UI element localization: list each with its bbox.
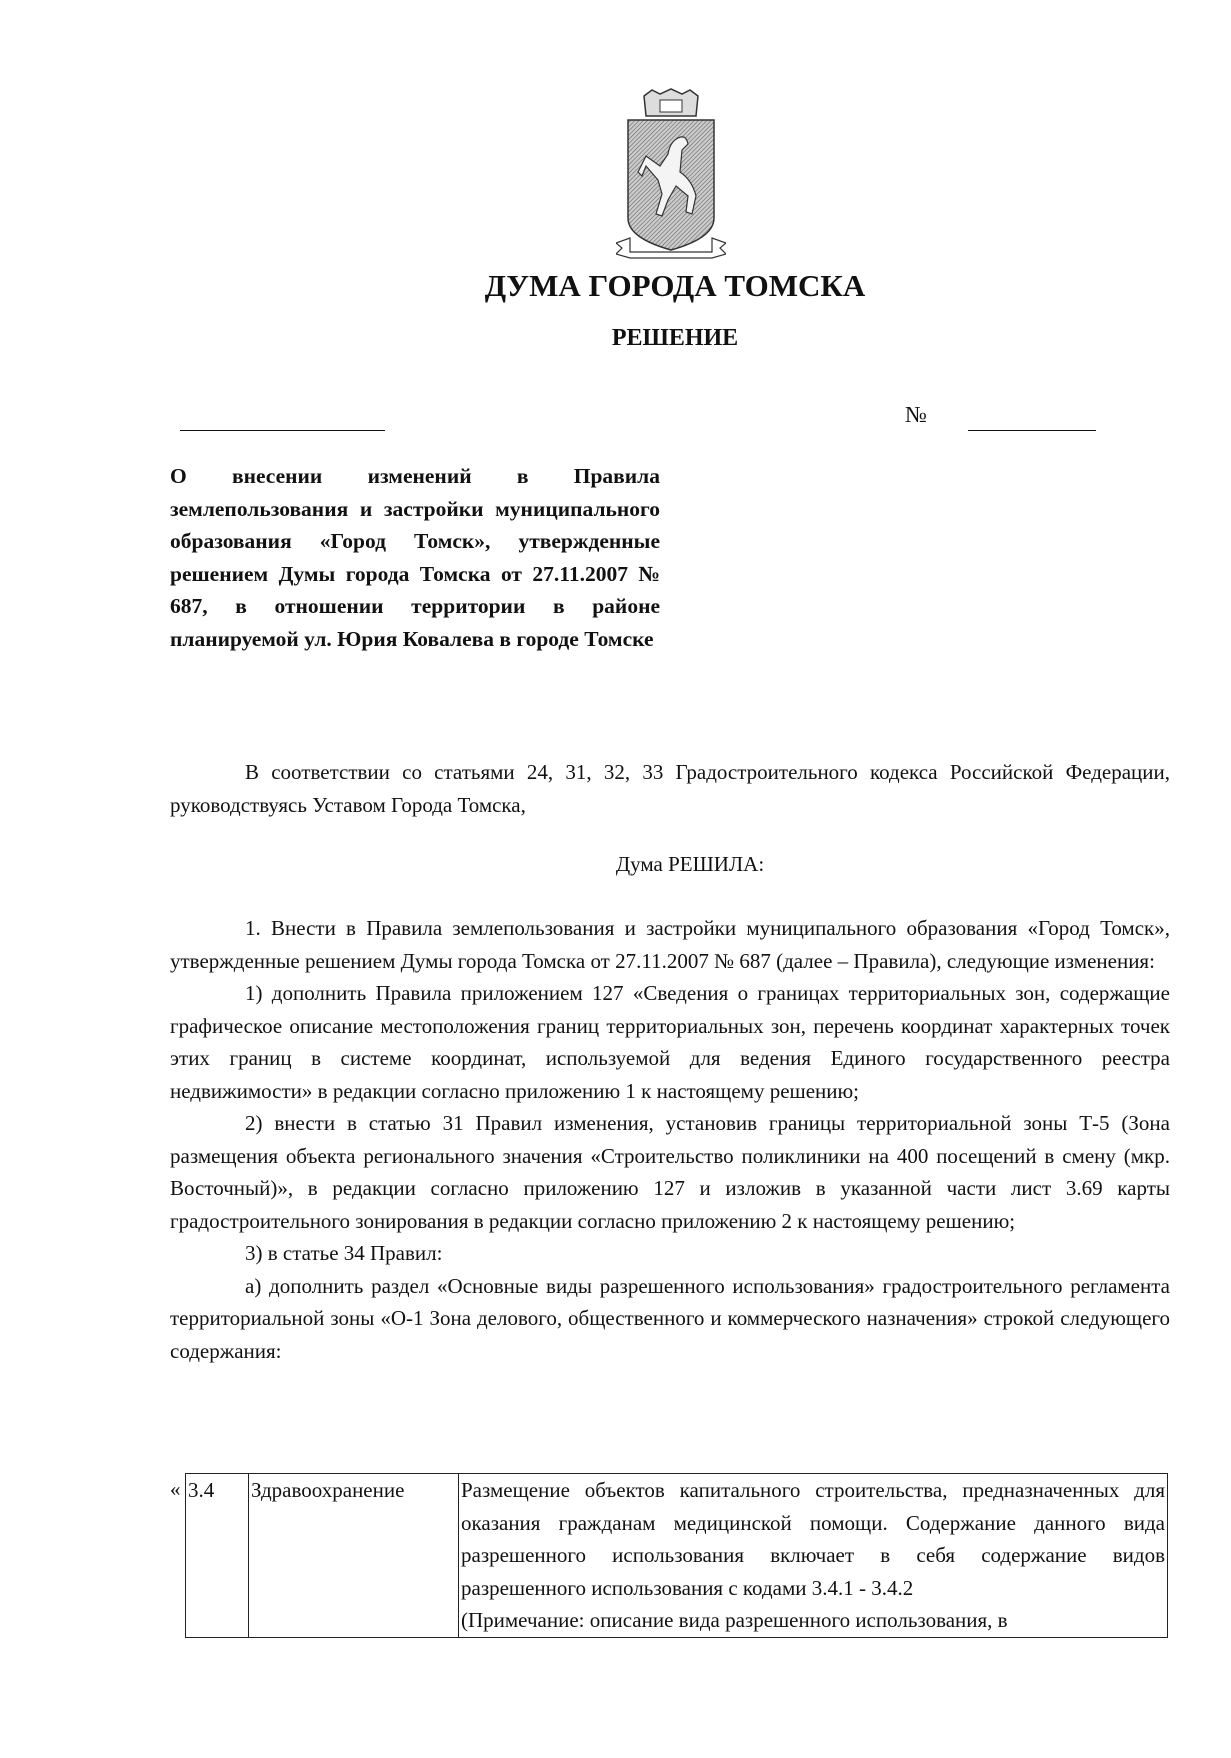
table-open-quote: « [170, 1477, 181, 1501]
decided-heading: Дума РЕШИЛА: [615, 852, 765, 876]
name-cell: Здравоохранение [249, 1474, 459, 1638]
description-cell [459, 1474, 1168, 1638]
coat-of-arms-emblem [616, 88, 726, 260]
paragraph: 1. Внести в Правила землепользования и застройки муниципального образования «Город Томск», утвержденные решением Думы города Томска от 27.11.2007 № 687 (далее – Правила), следующие изменения: [170, 916, 1170, 973]
decision-subject: О внесении изменений в Правила землепользования и застройки муниципального образования «Город Томск», утвержденные решением Думы города Томска от 27.11.2007 № 687, в отношении территории в районе планируемой ул. Юрия Ковалева в городе Томске [170, 464, 660, 651]
decision-body [170, 912, 1170, 1367]
number-label: № [905, 402, 927, 427]
land-use-table [185, 1473, 1168, 1638]
date-blank-line [180, 430, 385, 431]
paragraph: 3) в статье 34 Правил: [245, 1241, 443, 1265]
note-text: (Примечание: описание вида разрешенного использования, в [461, 1608, 1008, 1632]
paragraph: 1) дополнить Правила приложением 127 «Сведения о границах территориальных зон, содержащие графическое описание местоположения границ территориальных зон, перечень координат характерных точек этих границ в системе координат, используемой для ведения Единого государственного реестра недвижимости» в редакции согласно приложению 1 к настоящему решению; [170, 981, 1170, 1103]
document-type: РЕШЕНИЕ [611, 325, 739, 351]
organization-title: ДУМА ГОРОДА ТОМСКА [484, 268, 866, 303]
intro-paragraph: В соответствии со статьями 24, 31, 32, 33 Градостроительного кодекса Российской Федерации, руководствуясь Уставом Города Томска, [170, 760, 1170, 817]
paragraph: а) дополнить раздел «Основные виды разрешенного использования» градостроительного регламента территориальной зоны «О-1 Зона делового, общественного и коммерческого назначения» строкой следующего содержания: [170, 1273, 1170, 1363]
table-row [186, 1474, 1168, 1638]
description-text: Размещение объектов капитального строительства, предназначенных для оказания гражданам медицинской помощи. Содержание данного вида разрешенного использования включает в себя содержание видов разрешенного использования с кодами 3.4.1 - 3.4.2 [461, 1478, 1165, 1600]
number-blank-line [968, 430, 1096, 431]
paragraph: 2) внести в статью 31 Правил изменения, установив границы территориальной зоны Т-5 (Зона размещения объекта регионального значения «Строительство поликлиники на 400 посещений в смену (мкр. Восточный)», в редакции согласно приложению 127 и изложив в указанной части лист 3.69 карты градостроительного зонирования в редакции согласно приложению 2 к настоящему решению; [170, 1111, 1170, 1233]
code-cell: 3.4 [186, 1474, 249, 1638]
